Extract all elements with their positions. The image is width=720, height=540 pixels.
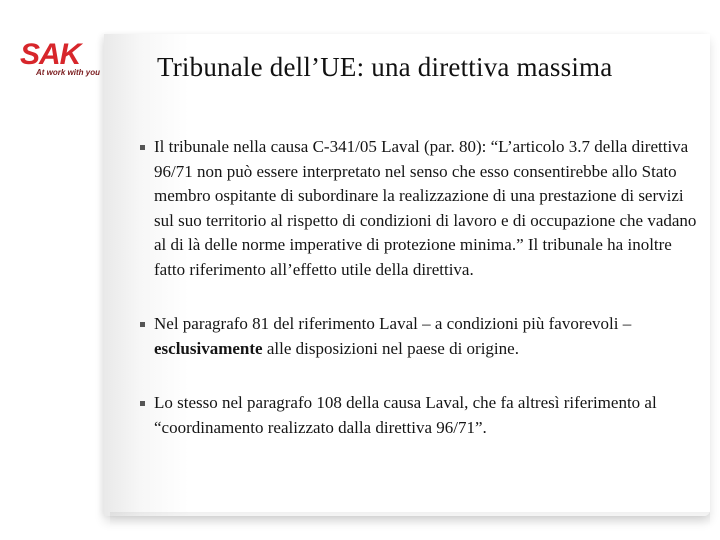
- slide-bottom-shadow: [110, 512, 710, 526]
- logo-wordmark: SAK: [20, 38, 81, 71]
- bullet-text: Il tribunale nella causa C-341/05 Laval (par. 80): “L’articolo 3.7 della direttiva 96/71 non può essere interpretato nel senso che esso consentirebbe allo Stato membro ospitante di subordinare la realizzazione di una prestazione di servizi sul suo territorio al rispetto di condizioni di lavoro e di occupazione che vadano al di là delle norme imperative di protezione minima.” Il tribunale ha inoltre fatto riferimento all’effetto utile della direttiva.: [154, 137, 697, 279]
- bullet-square-icon: [140, 401, 145, 406]
- bullet-square-icon: [140, 145, 145, 150]
- bullet-list: [140, 135, 706, 440]
- bullet-text-end: alle disposizioni nel paese di origine.: [262, 338, 519, 358]
- bullet-item: [140, 312, 706, 361]
- logo-tagline: At work with you: [36, 68, 100, 77]
- slide-title: Tribunale dell’UE: una direttiva massima: [157, 52, 613, 82]
- bullet-item: [140, 391, 706, 440]
- bullet-item: [140, 135, 706, 282]
- bullet-square-icon: [140, 322, 145, 327]
- bullet-text-bold: esclusivamente: [154, 338, 263, 358]
- bullet-text: Lo stesso nel paragrafo 108 della causa Laval, che fa altresì riferimento al “coordinamento realizzato dalla direttiva 96/71”.: [154, 393, 657, 437]
- bullet-text-start: Nel paragrafo 81 del riferimento Laval – a condizioni più favorevoli –: [154, 314, 632, 333]
- sak-logo: [20, 40, 104, 82]
